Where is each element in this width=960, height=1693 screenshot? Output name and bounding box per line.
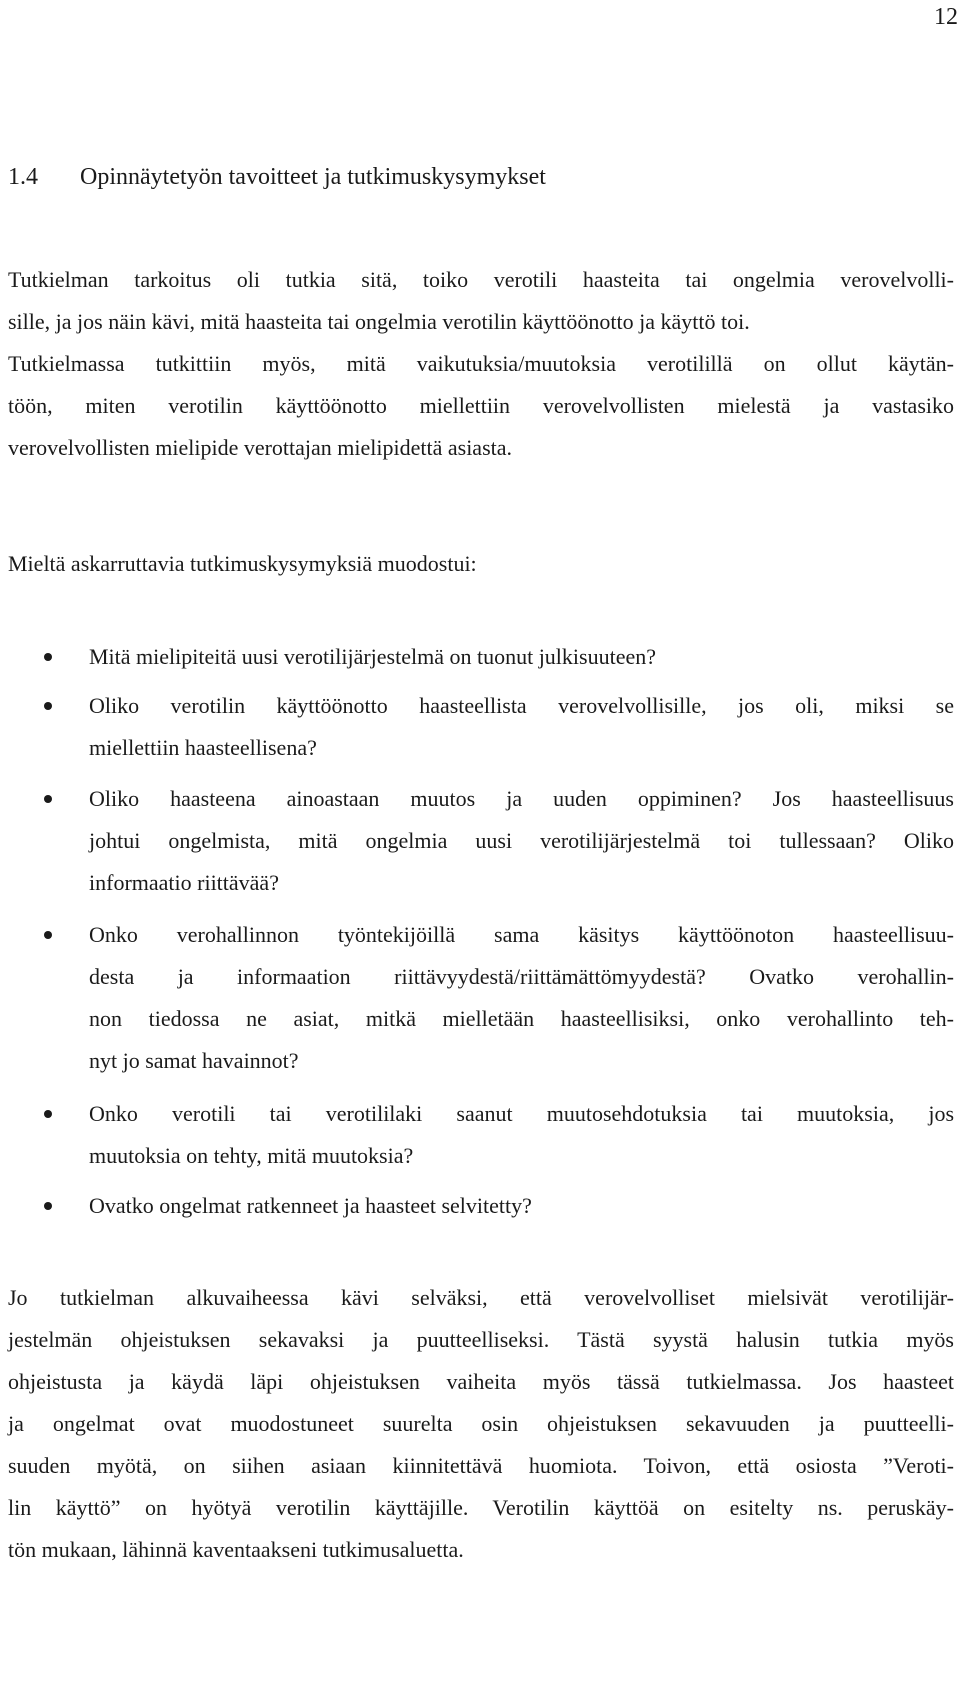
list-item-line: informaatio riittävää? [89, 870, 279, 895]
list-item [89, 778, 954, 904]
list-item-line: Onko verotili tai verotililaki saanut muutosehdotuksia tai muutoksia, jos [89, 1101, 954, 1126]
list-item-line: muutoksia on tehty, mitä muutoksia? [89, 1143, 414, 1168]
bullet-icon [44, 931, 52, 939]
list-item-line: Ovatko ongelmat ratkenneet ja haasteet selvitetty? [89, 1193, 532, 1218]
paragraph-guidance [8, 1277, 954, 1571]
list-item [89, 1093, 954, 1177]
list-item-line: johtui ongelmista, mitä ongelmia uusi verotilijärjestelmä toi tullessaan? Oliko [89, 828, 954, 853]
paragraph-line: lin käyttö” on hyötyä verotilin käyttäjille. Verotilin käyttöä on esitelty ns. peruskäy- [8, 1495, 954, 1520]
list-item-line: Mitä mielipiteitä uusi verotilijärjestelmä on tuonut julkisuuteen? [89, 644, 656, 669]
paragraph-line: Tutkielman tarkoitus oli tutkia sitä, toiko verotili haasteita tai ongelmia verovelvolli- [8, 267, 954, 292]
list-item-line: non tiedossa ne asiat, mitkä mielletään haasteellisiksi, onko verohallinto teh- [89, 1006, 954, 1031]
list-item [89, 636, 954, 678]
list-item [89, 1185, 954, 1227]
paragraph-line: verovelvollisten mielipide verottajan mielipidettä asiasta. [8, 435, 513, 460]
list-item [89, 914, 954, 1082]
bullet-icon [44, 653, 52, 661]
list-item-line: desta ja informaation riittävyydestä/riittämättömyydestä? Ovatko verohallin- [89, 964, 954, 989]
paragraph-line: tön mukaan, lähinnä kaventaakseni tutkimusaluetta. [8, 1537, 464, 1562]
paragraph-line: Jo tutkielman alkuvaiheessa kävi selväksi, että verovelvolliset mielsivät verotilijär- [8, 1285, 954, 1310]
paragraph-line: sille, ja jos näin kävi, mitä haasteita tai ongelmia verotilin käyttöönotto ja käyttö toi. [8, 309, 750, 334]
questions-intro-text: Mieltä askarruttavia tutkimuskysymyksiä muodostui: [8, 551, 477, 576]
paragraph-line: ja ongelmat ovat muodostuneet suurelta osin ohjeistuksen sekavuuden ja puutteelli- [8, 1411, 954, 1436]
list-item-line: nyt jo samat havainnot? [89, 1048, 299, 1073]
bullet-icon [44, 795, 52, 803]
paragraph-line: jestelmän ohjeistuksen sekavaksi ja puutteelliseksi. Tästä syystä halusin tutkia myös [8, 1327, 954, 1352]
questions-intro [8, 543, 954, 585]
list-item [89, 685, 954, 769]
paragraph-line: suuden myötä, on siihen asiaan kiinnitettävä huomiota. Toivon, että osiosta ”Veroti- [8, 1453, 954, 1478]
section-number: 1.4 [8, 164, 38, 190]
bullet-icon [44, 1110, 52, 1118]
section-title: Opinnäytetyön tavoitteet ja tutkimuskysymykset [80, 164, 546, 190]
paragraph-line: ohjeistusta ja käydä läpi ohjeistuksen vaiheita myös tässä tutkielmassa. Jos haasteet [8, 1369, 954, 1394]
list-item-line: Onko verohallinnon työntekijöillä sama käsitys käyttöönoton haasteellisuu- [89, 922, 954, 947]
list-item-line: Oliko haasteena ainoastaan muutos ja uuden oppiminen? Jos haasteellisuus [89, 786, 954, 811]
paragraph-line: töön, miten verotilin käyttöönotto miellettiin verovelvollisten mielestä ja vastasiko [8, 393, 954, 418]
paragraph-line: Tutkielmassa tutkittiin myös, mitä vaikutuksia/muutoksia verotilillä on ollut käytän- [8, 351, 954, 376]
list-item-line: miellettiin haasteellisena? [89, 735, 317, 760]
page-number: 12 [934, 4, 958, 30]
section-heading [8, 162, 546, 192]
paragraph-purpose [8, 259, 954, 469]
bullet-icon [44, 702, 52, 710]
bullet-icon [44, 1202, 52, 1210]
list-item-line: Oliko verotilin käyttöönotto haasteellista verovelvollisille, jos oli, miksi se [89, 693, 954, 718]
